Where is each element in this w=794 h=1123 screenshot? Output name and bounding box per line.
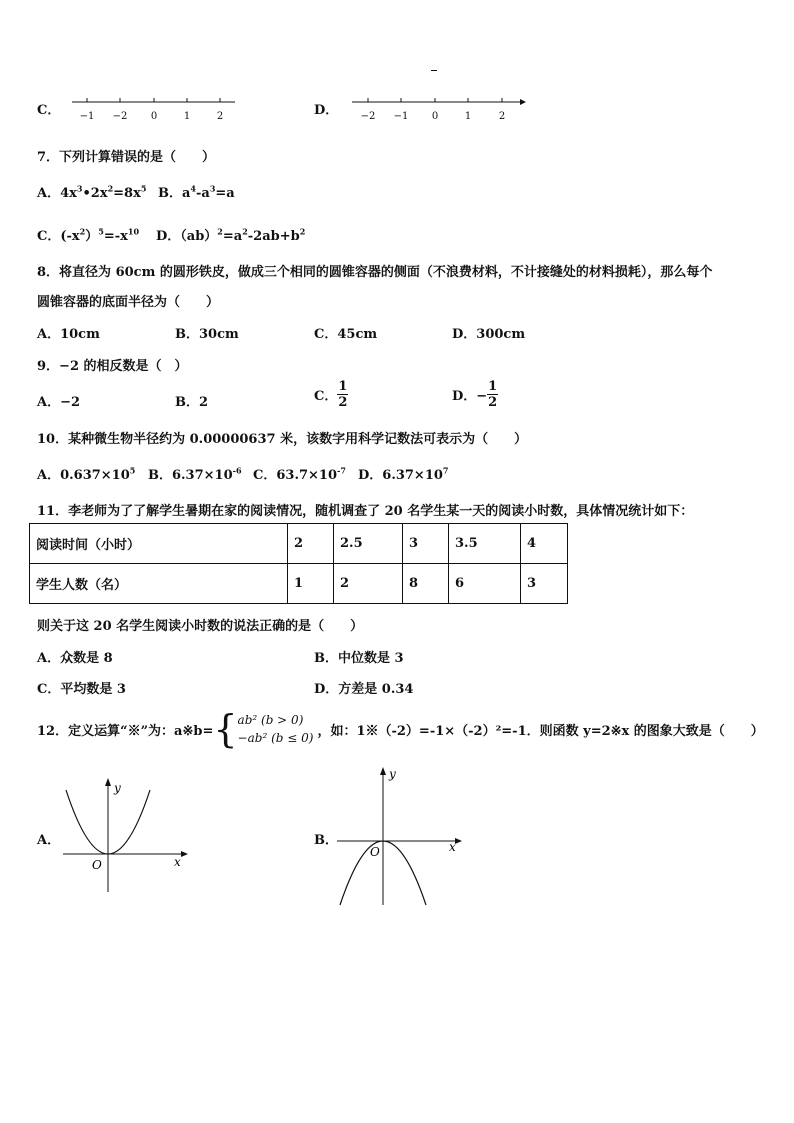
q9-option-b: B．2 bbox=[175, 395, 209, 410]
q7-option-d: D．$(ab)^2=a^2-2ab+b^2$ bbox=[156, 226, 306, 244]
q10-option-b: B．$6.37\times 10^{-6}$ bbox=[148, 465, 242, 483]
q6-option-d-label: D． bbox=[314, 103, 339, 118]
q11-option-a: A．众数是 8 bbox=[37, 651, 113, 666]
x-axis-label: x bbox=[449, 840, 456, 854]
q6-c-tick-2: 0 bbox=[150, 111, 158, 122]
table-row bbox=[30, 564, 568, 604]
q6-d-tick-0: −2 bbox=[360, 111, 376, 122]
q11-option-c: C．平均数是 3 bbox=[37, 682, 126, 697]
table-cell: 3 bbox=[403, 524, 449, 564]
origin-label: O bbox=[92, 858, 102, 872]
q11-option-d: D．方差是 0.34 bbox=[314, 682, 414, 697]
q6-c-tick-0: −1 bbox=[79, 111, 95, 122]
q8-option-a: A．10cm bbox=[37, 327, 100, 342]
q10-stem: 10．某种微生物半径约为 0.00000637 米，该数字用科学记数法可表示为（ ） bbox=[37, 432, 528, 447]
table-cell: 6 bbox=[449, 564, 521, 604]
q6-d-tick-3: 1 bbox=[464, 111, 472, 122]
table-cell: 4 bbox=[521, 524, 568, 564]
table-cell: 学生人数（名） bbox=[30, 564, 288, 604]
q12-stem bbox=[37, 707, 764, 751]
q8-option-d: D．300cm bbox=[452, 327, 526, 342]
stray-mark bbox=[431, 70, 437, 71]
table-cell: 阅读时间（小时） bbox=[30, 524, 288, 564]
table-cell: 3.5 bbox=[449, 524, 521, 564]
q6-d-tick-2: 0 bbox=[431, 111, 439, 122]
table-cell: 8 bbox=[403, 564, 449, 604]
q6-option-d-number-line bbox=[350, 92, 530, 124]
q12-option-a-label: A． bbox=[37, 833, 61, 848]
q9-option-d: D．− $\frac{1}{2}$ bbox=[452, 379, 498, 410]
q12-piecewise: ab² (b > 0) −ab² (b ≤ 0) bbox=[237, 713, 314, 745]
table-cell: 1 bbox=[288, 564, 334, 604]
q10-option-a: A．$0.637\times 10^5$ bbox=[37, 465, 136, 483]
q11-data-table bbox=[29, 523, 568, 604]
q10-option-d: D．$6.37\times 10^7$ bbox=[358, 465, 449, 483]
q11-question: 则关于这 20 名学生阅读小时数的说法正确的是（ ） bbox=[37, 619, 364, 634]
q6-c-tick-3: 1 bbox=[183, 111, 191, 122]
q12-stem-pre: 12．定义运算“※”为：a※b= bbox=[37, 723, 214, 739]
q6-d-tick-4: 2 bbox=[498, 111, 506, 122]
q7-stem: 7．下列计算错误的是（ ） bbox=[37, 150, 216, 165]
q6-option-c-number-line bbox=[70, 92, 240, 124]
q9-option-c: C． $\frac{1}{2}$ bbox=[314, 379, 348, 410]
table-row bbox=[30, 524, 568, 564]
q8-option-b: B．30cm bbox=[175, 327, 239, 342]
q8-stem-line1: 8．将直径为 60cm 的圆形铁皮，做成三个相同的圆锥容器的侧面（不浪费材料，不计接缝处的材料损耗），那么每个 bbox=[37, 265, 713, 280]
origin-label: O bbox=[370, 845, 380, 859]
q7-option-c: C．$(-x^2)^5=-x^{10}$ bbox=[37, 226, 140, 244]
table-cell: 2 bbox=[334, 564, 403, 604]
left-brace: { bbox=[213, 707, 238, 751]
q9-option-a: A．−2 bbox=[37, 395, 81, 410]
table-cell: 2 bbox=[288, 524, 334, 564]
table-cell: 3 bbox=[521, 564, 568, 604]
q11-option-b: B．中位数是 3 bbox=[314, 651, 404, 666]
q7-option-b: B．$a^4-a^3=a$ bbox=[158, 183, 235, 201]
q8-stem-line2: 圆锥容器的底面半径为（ ） bbox=[37, 295, 220, 310]
q6-c-tick-4: 2 bbox=[216, 111, 224, 122]
q6-d-tick-1: −1 bbox=[393, 111, 409, 122]
y-axis-label: y bbox=[114, 781, 121, 795]
q7-option-a: A．$4x^3•2x^2=8x^5$ bbox=[37, 183, 147, 201]
y-axis-label: y bbox=[389, 767, 396, 781]
q12-option-b-graph bbox=[332, 760, 472, 910]
q6-c-tick-1: −2 bbox=[112, 111, 128, 122]
q10-option-c: C．$63.7\times 10^{-7}$ bbox=[253, 465, 346, 483]
q11-stem: 11．李老师为了了解学生暑期在家的阅读情况，随机调查了 20 名学生某一天的阅读小时数，具体情况统计如下： bbox=[37, 504, 694, 519]
table-cell: 2.5 bbox=[334, 524, 403, 564]
q12-stem-post: ，如：1※（-2）=-1×（-2）²=-1．则函数 y=2※x 的图象大致是（ ） bbox=[317, 723, 764, 739]
x-axis-label: x bbox=[174, 855, 181, 869]
q9-stem: 9．−2 的相反数是（ ） bbox=[37, 359, 188, 374]
q12-option-b-label: B． bbox=[314, 833, 338, 848]
q12-option-a-graph bbox=[58, 772, 198, 897]
q6-option-c-label: C． bbox=[37, 103, 61, 118]
q8-option-c: C．45cm bbox=[314, 327, 378, 342]
